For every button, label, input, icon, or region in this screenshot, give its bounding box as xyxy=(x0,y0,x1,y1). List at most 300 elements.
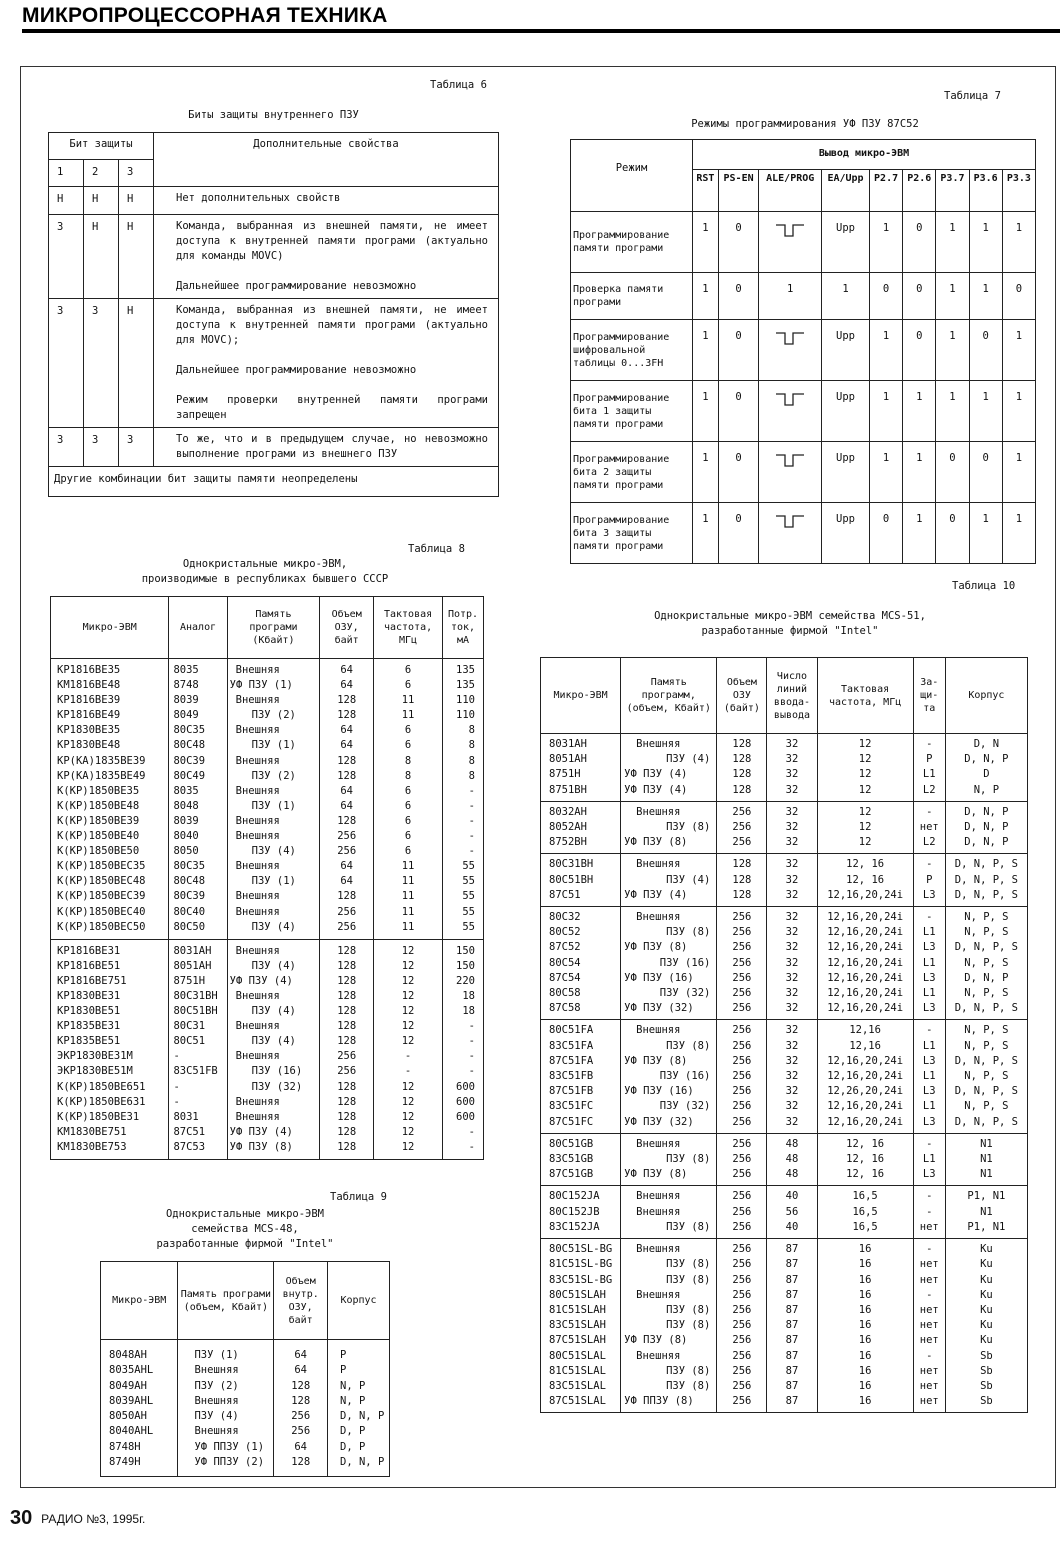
table10-cell: 12, 16 xyxy=(846,858,885,871)
table8-cell: 80С50 xyxy=(173,920,206,933)
table9-cell: 128 xyxy=(291,1456,311,1469)
table10-cell: 87С51SLAH xyxy=(549,1334,606,1347)
table8-column-cells xyxy=(51,939,169,1159)
table7-mode: Проверка памяти програми xyxy=(571,273,693,320)
table10-cell: 48 xyxy=(785,1137,799,1150)
table10-group xyxy=(541,1239,1028,1413)
table8-cell: ЭКР1830ВЕ51М xyxy=(57,1065,133,1078)
table10-cell: Внешняя xyxy=(636,1288,681,1301)
table10-cell: 256 xyxy=(732,1273,752,1286)
table8-column-cells xyxy=(374,659,443,940)
table10-cell: 12,16,20,24i xyxy=(827,941,904,954)
table10-cell: - xyxy=(926,1024,933,1037)
table7-mode: Программирование бита 1 защиты памяти програми xyxy=(571,381,693,442)
table10-column-cells xyxy=(717,734,767,802)
table10-cell: Ku xyxy=(980,1258,993,1271)
table9-cell: P xyxy=(340,1364,347,1377)
table8-cell: 12 xyxy=(401,974,415,987)
table10-cell: УФ ПЗУ (8) xyxy=(624,1334,688,1347)
table8-cell: 128 xyxy=(337,959,357,972)
table10-cell: - xyxy=(926,1288,933,1301)
table8-cell: КР1835ВЕ51 xyxy=(57,1035,121,1048)
table6-bit-number: 1 xyxy=(49,160,84,187)
table6 xyxy=(48,132,499,497)
table9 xyxy=(100,1261,390,1477)
table10-cell: Внешняя xyxy=(636,1024,681,1037)
table7-pin-header: P2.7 xyxy=(869,170,902,212)
table10-cell: 256 xyxy=(732,956,752,969)
table10-cell: - xyxy=(926,1137,933,1150)
table6-row xyxy=(49,187,499,215)
table8-cell: ПЗУ (4) xyxy=(251,1035,296,1048)
table10-cell: 32 xyxy=(785,941,799,954)
table10-cell: Внешняя xyxy=(636,911,681,924)
table8-cell: 55 xyxy=(462,905,475,918)
table10-column-cells xyxy=(717,854,767,907)
table8-cell: 12 xyxy=(401,959,415,972)
table7-pin-value: 1 xyxy=(693,503,719,564)
table10-cell: 56 xyxy=(785,1205,799,1218)
table10-column-cells xyxy=(767,1133,817,1186)
table10-cell: 8751ВН xyxy=(549,783,587,796)
table10-cell: УФ ПЗУ (8) xyxy=(624,1168,688,1181)
table8-cell: 12 xyxy=(401,1020,415,1033)
table10-cell: 16 xyxy=(858,1349,872,1362)
table10-cell: 128 xyxy=(732,888,752,901)
table10-cell: 12 xyxy=(858,738,872,750)
table8-cell: 220 xyxy=(456,974,475,987)
table10-cell: 256 xyxy=(732,1395,752,1408)
table8-cell: 64 xyxy=(340,799,353,812)
table10-cell: 87 xyxy=(785,1243,799,1256)
table8-cell: КР1816ВЕ35 xyxy=(57,664,121,676)
table10-column-cells xyxy=(913,734,945,802)
table10-cell: 8032АН xyxy=(549,805,587,818)
table10-cell: 256 xyxy=(732,1258,752,1271)
table10-cell: 256 xyxy=(732,836,752,849)
table10-cell: 83С51FB xyxy=(549,1070,594,1083)
table8-cell: 150 xyxy=(456,959,475,972)
table10-cell: 12,16,20,24i xyxy=(827,1115,904,1128)
table10-cell: 12,16 xyxy=(849,1024,881,1037)
table8-cell: - xyxy=(468,845,475,858)
table10-group-row xyxy=(541,907,1028,1020)
table10-column-cells xyxy=(541,907,621,1020)
table10-cell: 256 xyxy=(732,987,752,1000)
table10-column-header: За-щи-та xyxy=(913,658,945,734)
table10-cell: 16 xyxy=(858,1288,872,1301)
table8-header-row xyxy=(51,597,484,659)
table7-pin-value: Upp xyxy=(822,381,870,442)
table8-cell: ПЗУ (2) xyxy=(251,709,296,722)
table7-pin-value: Upp xyxy=(822,212,870,273)
table10-cell: N, P, S xyxy=(964,956,1009,969)
table10-cell: 16 xyxy=(858,1395,872,1408)
table9-cell: 64 xyxy=(294,1440,307,1453)
table8-cell: 600 xyxy=(456,1095,475,1108)
table10-cell: 32 xyxy=(785,738,799,750)
table8-cell: 64 xyxy=(340,860,353,873)
table7-pin-value: 1 xyxy=(969,273,1002,320)
table10-cell: N1 xyxy=(980,1205,993,1218)
table6-description-paragraph: Команда, выбранная из внешней памяти, не имеет доступа к внутренней памяти програми (актуально для команды MOVC) xyxy=(176,220,488,262)
table10-cell: 12, 16 xyxy=(846,1153,885,1166)
table8-cell: К(КР)1850ВЕС48 xyxy=(57,875,146,888)
table10-column-cells xyxy=(717,1239,767,1413)
table10-cell: 87 xyxy=(785,1273,799,1286)
table8-cell: К(КР)1850ВЕ39 xyxy=(57,814,140,827)
table6-row xyxy=(49,299,499,428)
table8-cell: - xyxy=(468,784,475,797)
table10-cell: ПЗУ (8) xyxy=(666,1379,711,1392)
table10-cell: 87С51FC xyxy=(549,1115,594,1128)
table8-column-header: Тактовая частота, МГц xyxy=(374,597,443,659)
table9-cell: 8040AHL xyxy=(109,1425,154,1438)
table10-cell: D, N, P xyxy=(964,753,1009,766)
table10-cell: 256 xyxy=(732,1002,752,1015)
table10-cell: D, N, P xyxy=(964,821,1009,834)
table10-cell: L3 xyxy=(922,971,936,984)
table10-cell: 80С51ВН xyxy=(549,873,594,886)
table8-cell: ПЗУ (4) xyxy=(251,920,296,933)
table7-row xyxy=(571,503,1036,564)
table8-cell: УФ ПЗУ (8) xyxy=(229,1140,293,1153)
table10-cell: 81С51SL-BG xyxy=(549,1258,613,1271)
table8-cell: 80С48 xyxy=(173,875,206,888)
table6-label: Таблица 6 xyxy=(430,79,487,91)
table10-column-cells xyxy=(945,801,1027,854)
table10-cell: N, P, S xyxy=(964,1070,1009,1083)
table8-cell: КР1816ВЕ51 xyxy=(57,959,121,972)
table10-cell: 256 xyxy=(732,1153,752,1166)
table7-pin-value: 1 xyxy=(969,381,1002,442)
table10-cell: 12 xyxy=(858,768,872,781)
table10-cell: 256 xyxy=(732,1039,752,1052)
table6-bit-value: Н xyxy=(119,215,154,299)
table8-cell: КР1835ВЕ31 xyxy=(57,1020,121,1033)
table9-cell: УФ ППЗУ (1) xyxy=(194,1440,265,1453)
table10-cell: N, P, S xyxy=(964,1100,1009,1113)
table10-cell: ПЗУ (8) xyxy=(666,1303,711,1316)
table10-cell: 83С51SLAH xyxy=(549,1319,606,1332)
table10-cell: 8051АН xyxy=(549,753,587,766)
table8-cell: К(КР)1850ВЕ31 xyxy=(57,1110,140,1123)
table10-cell: ПЗУ (8) xyxy=(666,1153,711,1166)
table10-cell: D, N xyxy=(973,738,1000,750)
table7-mode: Программирование памяти програми xyxy=(571,212,693,273)
table8-cell: 135 xyxy=(456,664,475,676)
table8-cell: - xyxy=(468,1050,475,1063)
table10-cell: L1 xyxy=(922,926,936,939)
table9-cell: ПЗУ (4) xyxy=(194,1410,239,1423)
negative-pulse-icon xyxy=(775,222,805,238)
table10-cell: 87С51 xyxy=(549,888,581,901)
table8-cell: К(КР)1850ВЕ631 xyxy=(57,1095,146,1108)
table10-cell: 80С54 xyxy=(549,956,581,969)
table10-column-cells xyxy=(621,854,717,907)
table10-cell: P1, N1 xyxy=(967,1220,1006,1233)
table10-cell: - xyxy=(926,1349,933,1362)
table10-cell: 256 xyxy=(732,1205,752,1218)
table8-cell: 80С35 xyxy=(173,860,206,873)
table10-group xyxy=(541,1020,1028,1133)
table10-cell: ПЗУ (8) xyxy=(666,1364,711,1377)
table10-cell: 32 xyxy=(785,1115,799,1128)
table10-cell: 87 xyxy=(785,1364,799,1377)
table8-cell: - xyxy=(468,814,475,827)
table8-cell: К(КР)1850ВЕ50 xyxy=(57,845,140,858)
table8-cell: 8049 xyxy=(173,709,199,722)
table7-pin-value: 1 xyxy=(869,381,902,442)
table7-pin-header: PS-EN xyxy=(718,170,759,212)
table8-cell: 6 xyxy=(404,845,412,858)
table8-cell: 64 xyxy=(340,664,353,676)
table10-cell: 128 xyxy=(732,858,752,871)
table10-cell: 32 xyxy=(785,836,799,849)
table10-group-row xyxy=(541,854,1028,907)
table7-pin-value: 1 xyxy=(1002,381,1035,442)
table8-cell: 80С39 xyxy=(173,754,206,767)
table10-group-row xyxy=(541,801,1028,854)
table6-bit-number: 3 xyxy=(119,160,154,187)
table6-description xyxy=(154,428,499,467)
table7-pin-value: 1 xyxy=(822,273,870,320)
table7-pin-value: 1 xyxy=(869,442,902,503)
table10-cell: Внешняя xyxy=(636,738,681,750)
table10-column-cells xyxy=(541,734,621,802)
table10-cell: 32 xyxy=(785,1024,799,1037)
table8-cell: 128 xyxy=(337,1005,357,1018)
table10-cell: L2 xyxy=(922,783,936,796)
table10-cell: L1 xyxy=(922,1100,936,1113)
table10-cell: - xyxy=(926,738,933,750)
table8-cell: 8031 xyxy=(173,1110,199,1123)
table9-cell: D, N, P xyxy=(340,1456,385,1469)
table10-cell: Внешняя xyxy=(636,1243,681,1256)
table7-pin-value xyxy=(759,212,822,273)
table8-cell: 128 xyxy=(337,1095,357,1108)
table8-cell: Внешняя xyxy=(235,830,280,843)
table7-pin-header: P3.3 xyxy=(1002,170,1035,212)
table8-column-header: Объем ОЗУ, байт xyxy=(320,597,374,659)
table10-cell: 40 xyxy=(785,1220,799,1233)
table10-cell: 256 xyxy=(732,1070,752,1083)
table8-column-cells xyxy=(320,659,374,940)
table6-bit-value: З xyxy=(49,428,84,467)
table9-cell: УФ ППЗУ (2) xyxy=(194,1456,265,1469)
table7-header-mode: Режим xyxy=(571,140,693,212)
publication-source: РАДИО №3, 1995г. xyxy=(41,1511,146,1526)
table8-column-header: Аналог xyxy=(169,597,227,659)
table10-cell: ПЗУ (8) xyxy=(666,926,711,939)
table7-pin-header: ALE/PROG xyxy=(759,170,822,212)
table6-header-bits: Бит защиты xyxy=(49,133,154,160)
table10-cell: Sb xyxy=(980,1379,993,1392)
table9-cell: ПЗУ (2) xyxy=(194,1379,239,1392)
table8-cell: КР1830ВЕ35 xyxy=(57,724,121,737)
table10-cell: 12 xyxy=(858,753,872,766)
table10-cell: 80С58 xyxy=(549,987,581,1000)
section-header: МИКРОПРОЦЕССОРНАЯ ТЕХНИКА xyxy=(22,4,388,27)
table10-cell: 16 xyxy=(858,1319,872,1332)
table8-cell: ПЗУ (2) xyxy=(251,769,296,782)
table8-cell: К(КР)1850ВЕС35 xyxy=(57,860,146,873)
table10-cell: нет xyxy=(919,1319,939,1332)
table7-pin-value: 1 xyxy=(869,212,902,273)
table6-description-paragraph: То же, что и в предыдущем случае, но невозможно выполнение програми из внешнего ПЗУ xyxy=(176,433,488,460)
table9-cell: 128 xyxy=(291,1394,311,1407)
table10-column-cells xyxy=(817,734,913,802)
table8-cell: 256 xyxy=(337,1065,357,1078)
table8-column-cells xyxy=(227,939,320,1159)
table7-pin-value: 1 xyxy=(1002,442,1035,503)
table10-cell: 87С51FA xyxy=(549,1054,594,1067)
table9-cell: D, N, P xyxy=(340,1410,385,1423)
table6-bit-value: Н xyxy=(119,187,154,215)
table10-cell: Ku xyxy=(980,1288,993,1301)
negative-pulse-icon xyxy=(775,513,805,529)
table8-cell: 8035 xyxy=(173,784,199,797)
table10-cell: 256 xyxy=(732,1168,752,1181)
table10-cell: 81С51SLAH xyxy=(549,1303,606,1316)
table8-cell: 256 xyxy=(337,905,357,918)
table10-column-cells xyxy=(767,854,817,907)
table10-cell: D, N, P, S xyxy=(954,1054,1018,1067)
table7-pin-value: 0 xyxy=(936,442,969,503)
table8-cell: ПЗУ (1) xyxy=(251,799,296,812)
table10-cell: 256 xyxy=(732,1364,752,1377)
table7-pin-value: 1 xyxy=(969,503,1002,564)
table6-description-paragraph: Дальнейшее программирование невозможно xyxy=(176,364,417,376)
table10-column-cells xyxy=(913,1239,945,1413)
table8-cell: 11 xyxy=(401,920,415,933)
table7-pin-value: 1 xyxy=(693,273,719,320)
table10-column-header: Тактовая частота, МГц xyxy=(817,658,913,734)
table8-cell: - xyxy=(468,1020,475,1033)
table10-column-header: Число линий ввода-вывода xyxy=(767,658,817,734)
table8-cell: 80С31 xyxy=(173,1020,206,1033)
table7-pin-value: 1 xyxy=(1002,320,1035,381)
table10-cell: 256 xyxy=(732,1100,752,1113)
table10-cell: - xyxy=(926,1205,933,1218)
table10-cell: 256 xyxy=(732,926,752,939)
table10-cell: 12,16,20,24i xyxy=(827,1002,904,1015)
table10-column-cells xyxy=(817,1186,913,1239)
table10-cell: 32 xyxy=(785,926,799,939)
table10-cell: 12,16,20,24i xyxy=(827,987,904,1000)
table10-cell: D, N, P, S xyxy=(954,858,1018,871)
table9-column-cells xyxy=(274,1340,328,1477)
table7-mode: Программирование бита 3 защиты памяти програми xyxy=(571,503,693,564)
table10-column-cells xyxy=(817,801,913,854)
table7-pin-value: 0 xyxy=(903,273,936,320)
table10-group xyxy=(541,1133,1028,1186)
table7-pin-value: 0 xyxy=(718,503,759,564)
table10-cell: ПЗУ (8) xyxy=(666,1273,711,1286)
table10-cell: 87 xyxy=(785,1288,799,1301)
table10-cell: 32 xyxy=(785,753,799,766)
table10-cell: 32 xyxy=(785,1100,799,1113)
table10-cell: L3 xyxy=(922,888,936,901)
table10-cell: 32 xyxy=(785,1070,799,1083)
table10-cell: 8751Н xyxy=(549,768,581,781)
table8-column-cells xyxy=(443,659,484,940)
table7-pin-value: 0 xyxy=(718,212,759,273)
table10-cell: 32 xyxy=(785,1085,799,1098)
table9-cell: 8748Н xyxy=(109,1440,141,1453)
table10-cell: N, P, S xyxy=(964,987,1009,1000)
table10-cell: Ku xyxy=(980,1319,993,1332)
table10-cell: P xyxy=(926,753,933,766)
table8-cell: 64 xyxy=(340,739,353,752)
table9-cell: 8048АН xyxy=(109,1349,147,1361)
table8-column-cells xyxy=(443,939,484,1159)
table8-column-cells xyxy=(51,659,169,940)
table10-cell: УФ ПЗУ (8) xyxy=(624,1054,688,1067)
table8-cell: КМ1830ВЕ751 xyxy=(57,1125,127,1138)
table8-cell: 8 xyxy=(468,739,475,752)
table8-cell: 8751Н xyxy=(173,974,206,987)
table8-cell: 64 xyxy=(340,724,353,737)
table10-cell: 80С51SLAL xyxy=(549,1349,606,1362)
table6-row xyxy=(49,428,499,467)
table10-cell: 32 xyxy=(785,805,799,818)
table8-cell: 8031АН xyxy=(173,944,212,957)
table10-column-cells xyxy=(767,1239,817,1413)
table10-cell: D, N, P, S xyxy=(954,873,1018,886)
table7-header-row xyxy=(571,140,1036,170)
table10-cell: 256 xyxy=(732,1288,752,1301)
table10-group-row xyxy=(541,1186,1028,1239)
table8-cell: 128 xyxy=(337,974,357,987)
table8 xyxy=(50,596,484,1160)
table9-cell: 128 xyxy=(291,1379,311,1392)
table10-cell: N, P, S xyxy=(964,1024,1009,1037)
table8-cell: 6 xyxy=(404,799,412,812)
table10-column-cells xyxy=(717,1020,767,1133)
table8-cell: К(КР)1850ВЕС39 xyxy=(57,890,146,903)
table8-group-row xyxy=(51,939,484,1159)
table7-pin-value: 1 xyxy=(936,212,969,273)
table10-cell: L1 xyxy=(922,987,936,1000)
table8-cell: 80С35 xyxy=(173,724,206,737)
table8-group xyxy=(51,659,484,940)
table10-cell: Sb xyxy=(980,1349,993,1362)
negative-pulse-icon xyxy=(775,452,805,468)
table8-cell: 8 xyxy=(468,754,475,767)
table10-column-cells xyxy=(817,907,913,1020)
table10-cell: 87 xyxy=(785,1395,799,1408)
table8-cell: 8 xyxy=(404,769,412,782)
table10-cell: L3 xyxy=(922,1168,936,1181)
table7-pin-value: 0 xyxy=(718,273,759,320)
negative-pulse-icon xyxy=(775,330,805,346)
table8-cell: 12 xyxy=(401,1080,415,1093)
table10-cell: 256 xyxy=(732,1054,752,1067)
table10-cell: 32 xyxy=(785,987,799,1000)
table8-cell: 64 xyxy=(340,875,353,888)
table10-cell: L1 xyxy=(922,1039,936,1052)
table8-cell: - xyxy=(173,1080,180,1093)
table8-column-cells xyxy=(320,939,374,1159)
table6-bit-value: Н xyxy=(84,187,119,215)
table8-cell: 8 xyxy=(468,724,475,737)
table8-cell: 6 xyxy=(404,830,412,843)
table10-cell: нет xyxy=(919,1258,939,1271)
table10-cell: 80С32 xyxy=(549,911,581,924)
table8-cell: К(КР)1850ВЕС50 xyxy=(57,920,146,933)
table10-cell: УФ ПЗУ (8) xyxy=(624,941,688,954)
